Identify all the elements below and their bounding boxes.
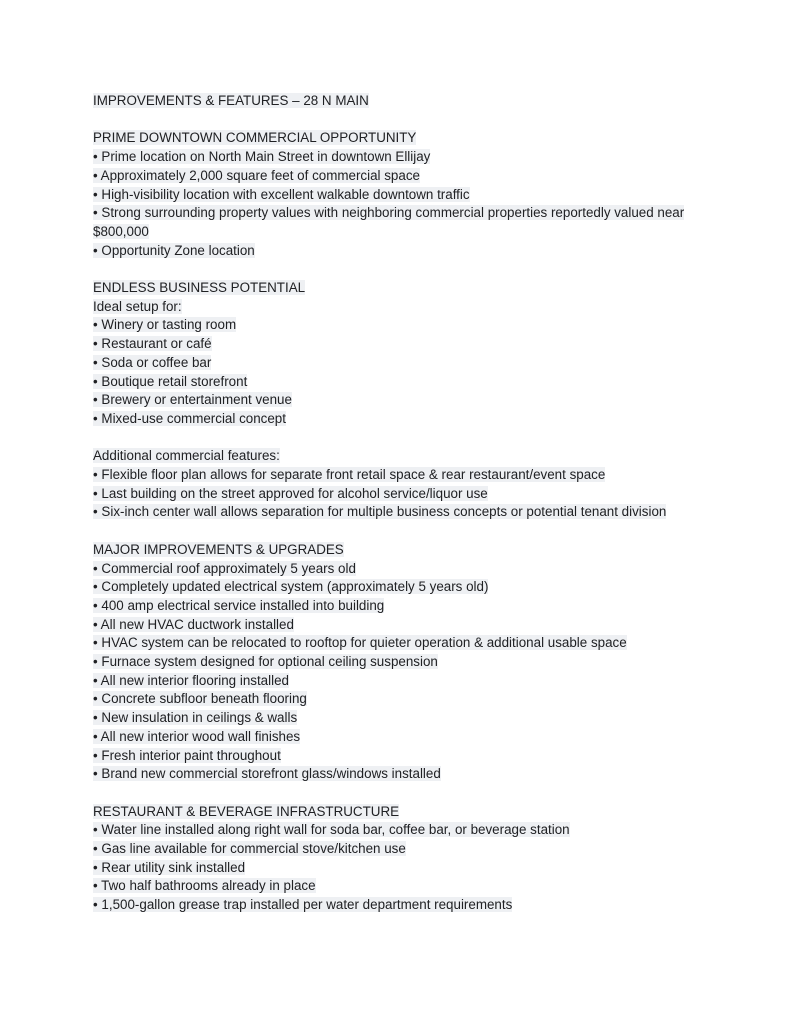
list-item: • High-visibility location with excellent walkable downtown traffic (93, 186, 470, 202)
list-item: • Completely updated electrical system (approximately 5 years old) (93, 579, 489, 595)
spacer (93, 784, 713, 803)
list-item: • Two half bathrooms already in place (93, 878, 316, 894)
list-item: • Water line installed along right wall for soda bar, coffee bar, or beverage station (93, 822, 570, 838)
list-item: • HVAC system can be relocated to rooftop for quieter operation & additional usable space (93, 635, 627, 651)
list-item: • Brewery or entertainment venue (93, 392, 292, 408)
list-intro: Ideal setup for: (93, 298, 182, 314)
section-heading-major-improvements: MAJOR IMPROVEMENTS & UPGRADES (93, 541, 344, 557)
spacer (93, 522, 713, 541)
section-heading-restaurant-infrastructure: RESTAURANT & BEVERAGE INFRASTRUCTURE (93, 803, 400, 819)
spacer (93, 260, 713, 279)
list-item: • Mixed-use commercial concept (93, 410, 286, 426)
list-item: • All new interior wood wall finishes (93, 728, 301, 744)
list-item: • Opportunity Zone location (93, 242, 255, 258)
list-item: • Strong surrounding property values with neighboring commercial properties reportedly valued near (93, 205, 685, 221)
spacer (93, 429, 713, 448)
list-item: • Flexible floor plan allows for separate front retail space & rear restaurant/event space (93, 467, 606, 483)
list-item: • Furnace system designed for optional ceiling suspension (93, 654, 438, 670)
section-heading-additional-features: Additional commercial features: (93, 448, 280, 464)
list-item: • Winery or tasting room (93, 317, 237, 333)
list-item: • Brand new commercial storefront glass/windows installed (93, 766, 441, 782)
list-item: • Concrete subfloor beneath flooring (93, 691, 307, 707)
document-body (93, 92, 713, 915)
list-item: • Soda or coffee bar (93, 354, 212, 370)
list-item: • Gas line available for commercial stove/kitchen use (93, 841, 406, 857)
list-item: • All new HVAC ductwork installed (93, 616, 294, 632)
list-item: • Approximately 2,000 square feet of commercial space (93, 167, 420, 183)
list-item: • 400 amp electrical service installed into building (93, 597, 385, 613)
list-item: • Six-inch center wall allows separation for multiple business concepts or potential tenant division (93, 504, 667, 520)
section-heading-prime-downtown: PRIME DOWNTOWN COMMERCIAL OPPORTUNITY (93, 130, 417, 146)
list-item: • Boutique retail storefront (93, 373, 248, 389)
list-item: • Rear utility sink installed (93, 859, 246, 875)
spacer (93, 111, 713, 130)
list-item: • 1,500-gallon grease trap installed per water department requirements (93, 897, 513, 913)
list-item: • Prime location on North Main Street in downtown Ellijay (93, 149, 431, 165)
list-item: • Restaurant or café (93, 336, 212, 352)
list-item: • Fresh interior paint throughout (93, 747, 281, 763)
list-item: • New insulation in ceilings & walls (93, 710, 298, 726)
section-heading-business-potential: ENDLESS BUSINESS POTENTIAL (93, 280, 306, 295)
list-item: • Last building on the street approved for alcohol service/liquor use (93, 485, 488, 501)
document-title: IMPROVEMENTS & FEATURES – 28 N MAIN (93, 93, 369, 108)
list-item: • Commercial roof approximately 5 years old (93, 560, 356, 576)
list-item-continuation: $800,000 (93, 223, 149, 239)
list-item: • All new interior flooring installed (93, 672, 289, 688)
